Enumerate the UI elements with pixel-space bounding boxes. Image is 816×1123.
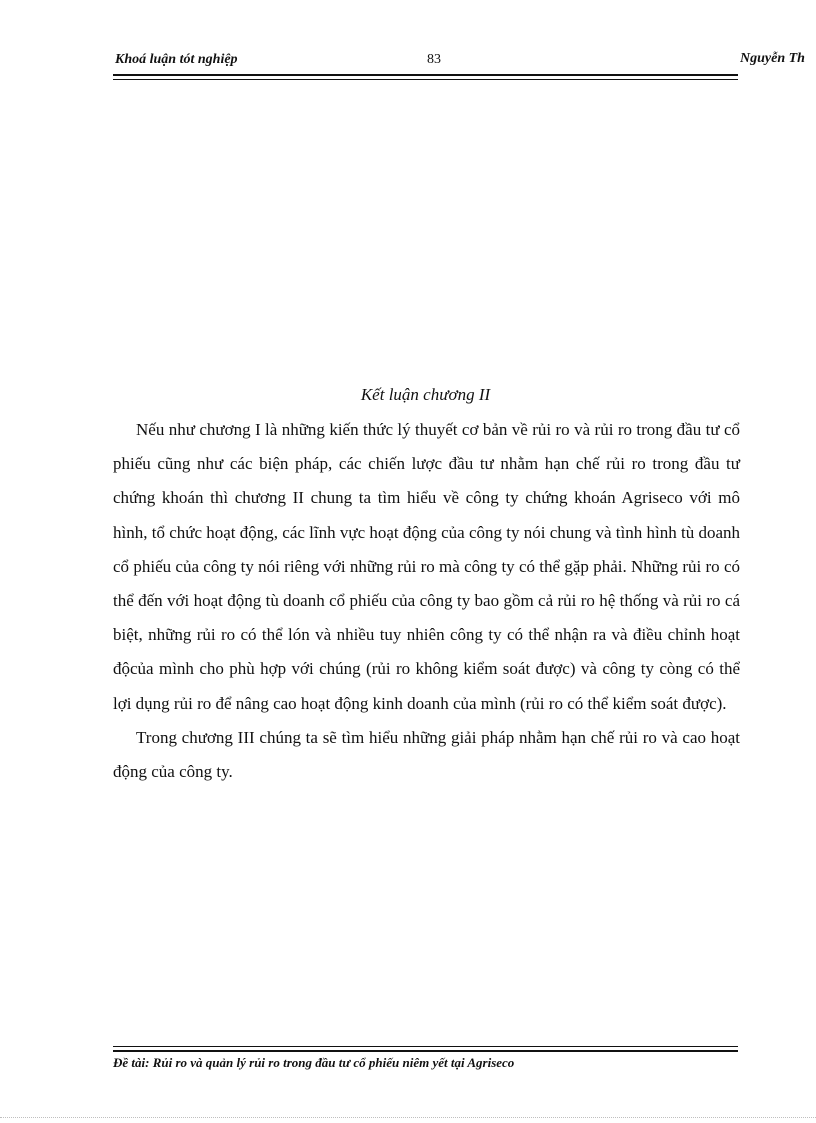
header-rule-thin (113, 79, 738, 80)
footer-thesis-title: Đề tài: Rủi ro và quản lý rủi ro trong đầu tư cổ phiếu niêm yết tại Agriseco (113, 1055, 515, 1070)
header-thesis-label: Khoá luận tót nghiệp (115, 52, 238, 67)
section-heading: Kết luận chương II (360, 385, 491, 404)
footer-rule-thin (113, 1046, 738, 1047)
page-bottom-dotted-line (0, 1117, 816, 1118)
header-author-name: Nguyễn Th (740, 51, 805, 66)
paragraph-2: Trong chương III chúng ta sẽ tìm hiểu những giải pháp nhằm hạn chế rủi ro và cao hoạt động của công ty. (113, 727, 740, 782)
paragraph-1: Nếu như chương I là những kiến thức lý thuyết cơ bản về rủi ro và rủi ro trong đầu tư cổ phiếu cũng như các biện pháp, các chiến lược đầu tư nhằm hạn chế rủi ro trong đầu tư chứng khoán thì chương II chung ta tìm hiểu về công ty chứng khoán Agriseco với mô hình, tổ chức hoạt động, các lĩnh vực hoạt động của công ty nói chung và tình hình tù doanh cổ phiếu của công ty nói riêng với những rủi ro mà công ty có thể gặp phải. Những rủi ro có thể đến với hoạt động tù doanh cổ phiếu của công ty bao gồm cả rủi ro hệ thống và rủi ro cá biệt, những rủi ro có thể lón và nhiều tuy nhiên công ty có thể nhận ra và điều chỉnh hoạt độcủa mình cho phù hợp với chúng (rủi ro không kiểm soát được) và công ty còng có thể lợi dụng rủi ro để nâng cao hoạt động kinh doanh của mình (rủi ro có thể kiểm soát được). (113, 420, 740, 713)
section-body (113, 413, 740, 789)
page-number: 83 (427, 52, 441, 67)
footer-rule-thick (113, 1050, 738, 1052)
header-rule-thick (113, 74, 738, 76)
